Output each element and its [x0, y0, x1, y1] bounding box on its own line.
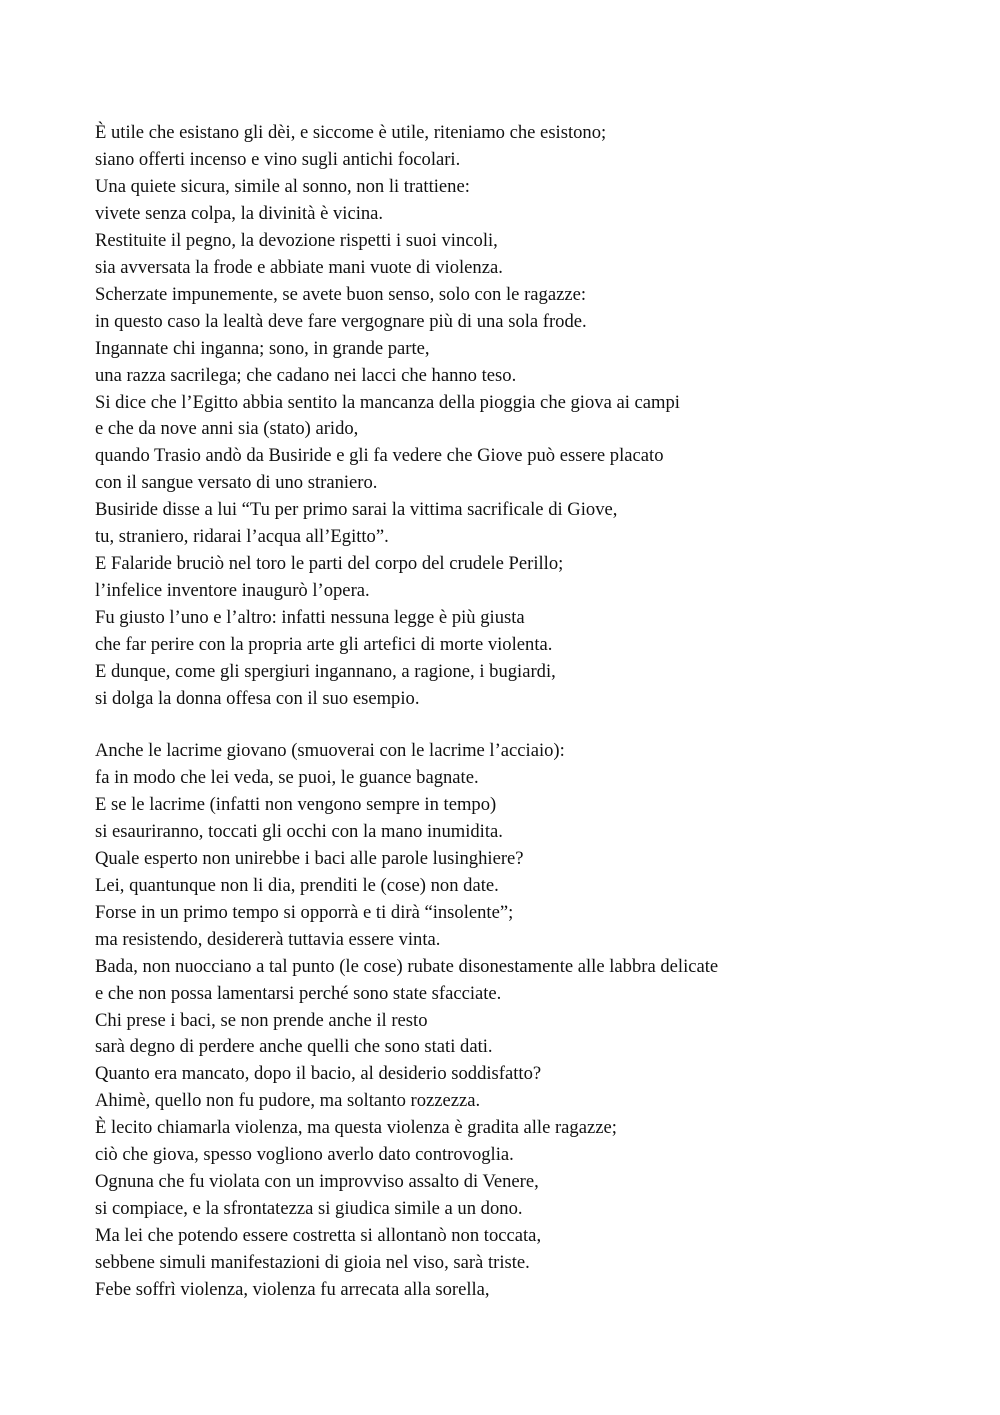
poem-line: si dolga la donna offesa con il suo esempio.: [95, 688, 420, 710]
poem-line: Fu giusto l’uno e l’altro: infatti nessuna legge è più giusta: [95, 607, 525, 629]
poem-line: Ognuna che fu violata con un improvviso assalto di Venere,: [95, 1171, 539, 1193]
poem-line: sia avversata la frode e abbiate mani vuote di violenza.: [95, 256, 503, 278]
poem-line: È lecito chiamarla violenza, ma questa violenza è gradita alle ragazze;: [95, 1117, 617, 1139]
poem-line: quando Trasio andò da Busiride e gli fa vedere che Giove può essere placato: [95, 445, 664, 467]
poem-line: sarà degno di perdere anche quelli che sono stati dati.: [95, 1036, 493, 1058]
poem-line: e che da nove anni sia (stato) arido,: [95, 418, 359, 440]
poem-line: siano offerti incenso e vino sugli antichi focolari.: [95, 148, 461, 170]
poem-line: sebbene simuli manifestazioni di gioia nel viso, sarà triste.: [95, 1252, 530, 1274]
poem-line: Si dice che l’Egitto abbia sentito la mancanza della pioggia che giova ai campi: [95, 391, 680, 413]
poem-line: Restituite il pegno, la devozione rispetti i suoi vincoli,: [95, 229, 498, 251]
poem-line: si esauriranno, toccati gli occhi con la mano inumidita.: [95, 820, 503, 842]
poem-line: si compiace, e la sfrontatezza si giudica simile a un dono.: [95, 1198, 523, 1220]
poem-line: tu, straniero, ridarai l’acqua all’Egitto”.: [95, 526, 389, 548]
poem-line: Anche le lacrime giovano (smuoverai con le lacrime l’acciaio):: [95, 740, 565, 761]
poem-line: Scherzate impunemente, se avete buon senso, solo con le ragazze:: [95, 283, 586, 305]
poem-line: È utile che esistano gli dèi, e siccome è utile, riteniamo che esistono;: [95, 122, 607, 143]
poem-line: Ahimè, quello non fu pudore, ma soltanto rozzezza.: [95, 1090, 481, 1112]
poem-line: E Falaride bruciò nel toro le parti del corpo del crudele Perillo;: [95, 553, 564, 575]
poem-line: Una quiete sicura, simile al sonno, non li trattiene:: [95, 175, 470, 197]
poem-line: fa in modo che lei veda, se puoi, le guance bagnate.: [95, 766, 479, 788]
poem-line: E dunque, come gli spergiuri ingannano, a ragione, i bugiardi,: [95, 661, 556, 683]
stanza-1: [95, 120, 955, 713]
poem-line: ciò che giova, spesso vogliono averlo dato controvoglia.: [95, 1144, 514, 1166]
poem-line: vivete senza colpa, la divinità è vicina.: [95, 202, 384, 224]
poem-line: che far perire con la propria arte gli artefici di morte violenta.: [95, 634, 553, 656]
poem-line: in questo caso la lealtà deve fare vergognare più di una sola frode.: [95, 310, 587, 332]
poem-line: Ma lei che potendo essere costretta si allontanò non toccata,: [95, 1225, 542, 1247]
poem-line: una razza sacrilega; che cadano nei lacci che hanno teso.: [95, 364, 517, 386]
poem-line: con il sangue versato di uno straniero.: [95, 472, 378, 494]
poem-line: Ingannate chi inganna; sono, in grande parte,: [95, 337, 430, 359]
poem-line: Lei, quantunque non li dia, prenditi le (cose) non date.: [95, 874, 499, 896]
poem-line: ma resistendo, desidererà tuttavia essere vinta.: [95, 928, 441, 950]
poem-line: Forse in un primo tempo si opporrà e ti dirà “insolente”;: [95, 901, 514, 923]
poem-line: Quanto era mancato, dopo il bacio, al desiderio soddisfatto?: [95, 1063, 542, 1085]
poem-line: e che non possa lamentarsi perché sono state sfacciate.: [95, 982, 502, 1004]
poem-line: Bada, non nuocciano a tal punto (le cose) rubate disonestamente alle labbra delicate: [95, 955, 719, 977]
poem-line: l’infelice inventore inaugurò l’opera.: [95, 580, 370, 602]
poem-line: Febe soffrì violenza, violenza fu arrecata alla sorella,: [95, 1279, 490, 1301]
poem-line: Quale esperto non unirebbe i baci alle parole lusinghiere?: [95, 847, 524, 869]
stanza-2: [95, 738, 955, 1304]
poem-line: E se le lacrime (infatti non vengono sempre in tempo): [95, 793, 497, 815]
poem-line: Busiride disse a lui “Tu per primo sarai la vittima sacrificale di Giove,: [95, 499, 618, 521]
poem-line: Chi prese i baci, se non prende anche il resto: [95, 1009, 428, 1031]
